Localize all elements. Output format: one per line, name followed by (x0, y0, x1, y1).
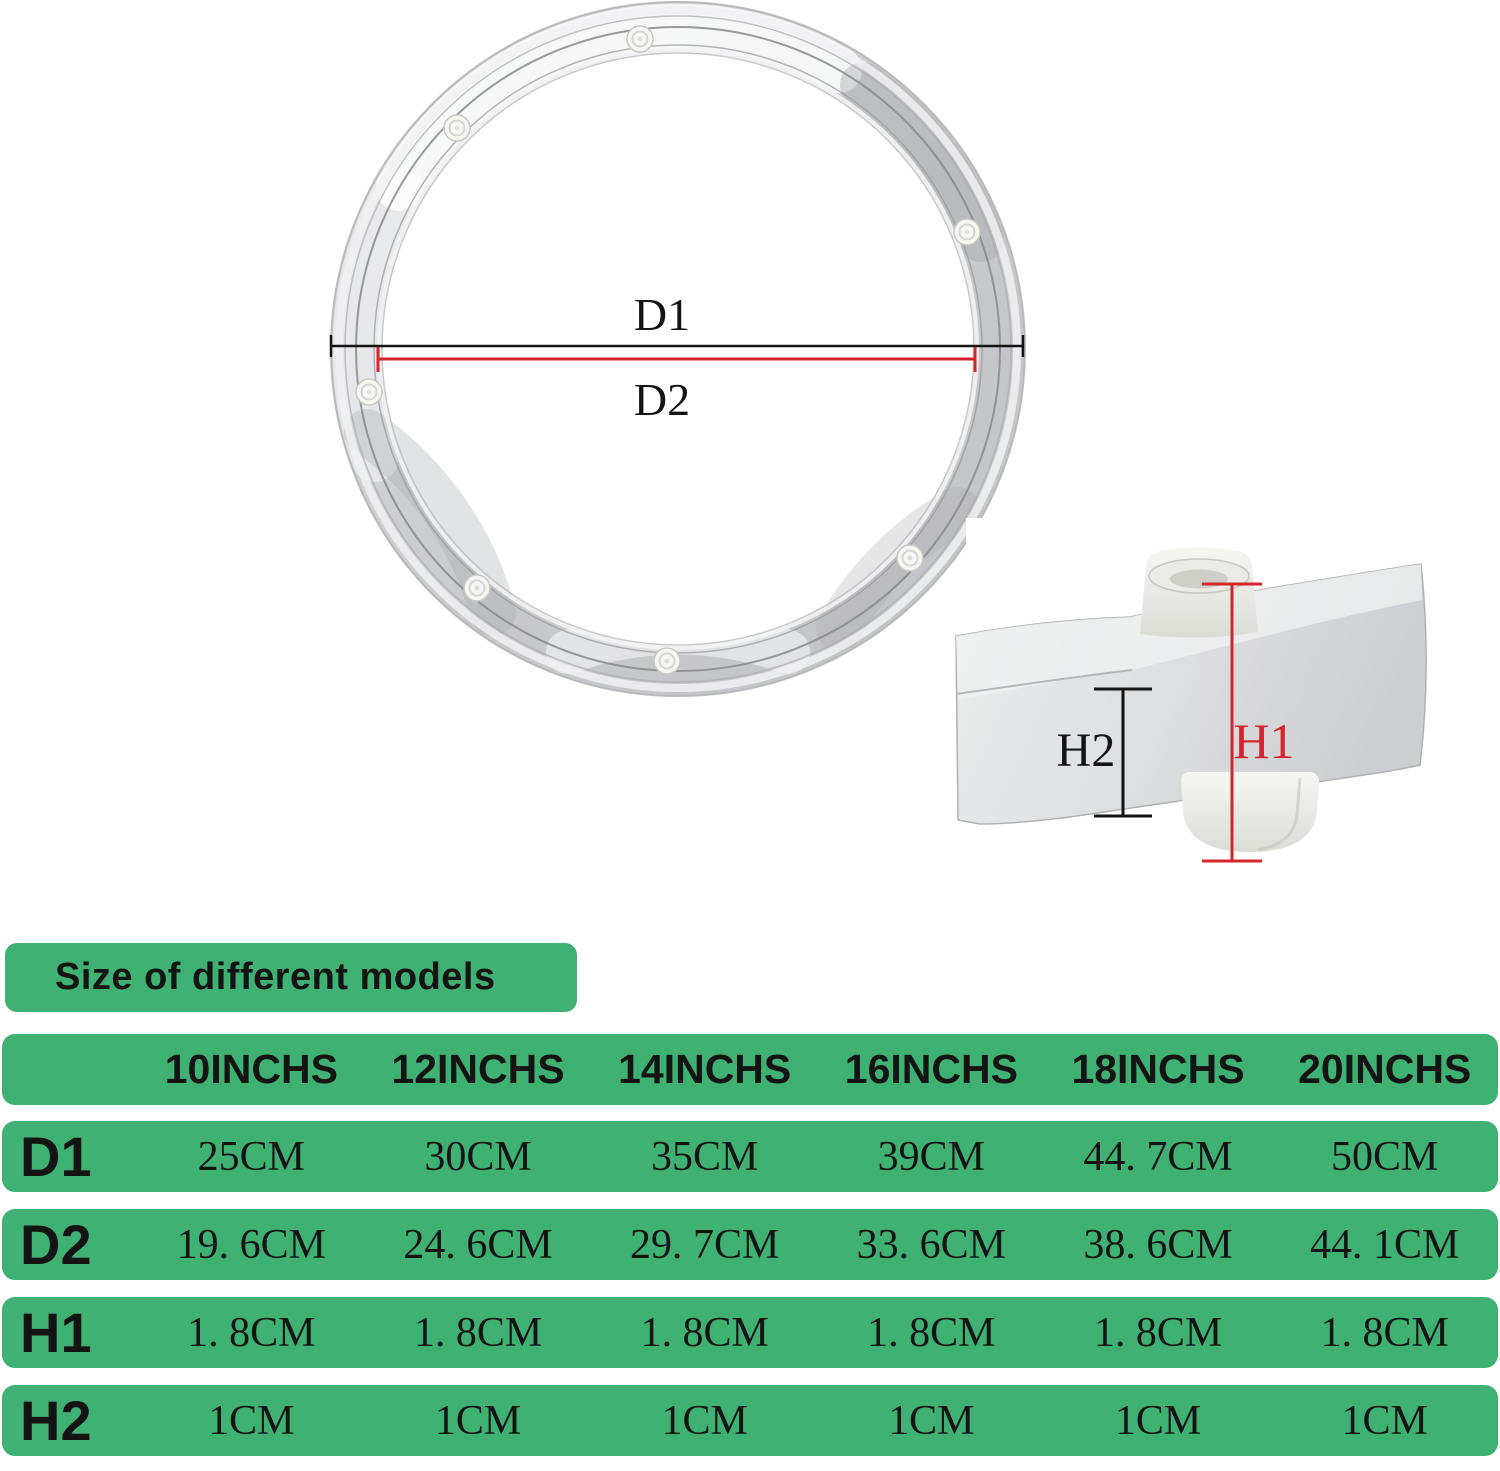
table-cell: 1. 8CM (1320, 1309, 1449, 1356)
d1-label: D1 (633, 289, 691, 340)
table-cell: 1CM (434, 1397, 522, 1444)
d1-dimension (331, 289, 1023, 357)
table-cell: 1CM (888, 1397, 975, 1444)
d2-label: D2 (633, 374, 691, 425)
table-cell: 44. 7CM (1083, 1133, 1233, 1180)
table-cell: 1. 8CM (1093, 1309, 1223, 1356)
table-cell: 39CM (877, 1133, 986, 1180)
table-cell: 19. 6CM (176, 1221, 327, 1268)
row-label-h1: H1 (20, 1301, 92, 1364)
table-cell: 1CM (1341, 1397, 1428, 1444)
table-row-d2 (2, 1209, 1498, 1280)
table-row-h1 (2, 1297, 1498, 1368)
table-title-bar (5, 943, 577, 1012)
rivet-icon (954, 219, 980, 245)
rivet-icon (654, 648, 680, 674)
table-cell: 1CM (1114, 1397, 1202, 1444)
table-cell: 24. 6CM (403, 1221, 553, 1268)
column-header-12inchs: 12INCHS (391, 1046, 565, 1092)
row-label-h2: H2 (20, 1389, 92, 1452)
table-cell: 1. 8CM (187, 1309, 316, 1356)
table-cell: 1. 8CM (640, 1309, 769, 1356)
d2-dimension (378, 347, 975, 425)
column-header-18inchs: 18INCHS (1071, 1046, 1245, 1092)
h1-label: H1 (1233, 713, 1295, 769)
row-label-d1: D1 (20, 1125, 92, 1188)
table-cell: 1CM (208, 1397, 295, 1444)
table-cell: 1. 8CM (867, 1309, 996, 1356)
table-cell: 38. 6CM (1083, 1221, 1233, 1268)
table-cell: 1CM (661, 1397, 748, 1444)
table-cell: 44. 1CM (1310, 1221, 1460, 1268)
table-header-row (2, 1034, 1498, 1105)
table-cell: 35CM (651, 1133, 759, 1180)
column-header-10inchs: 10INCHS (164, 1046, 338, 1092)
rivet-icon (897, 545, 923, 571)
h2-label: H2 (1056, 724, 1116, 777)
row-label-d2: D2 (20, 1213, 92, 1276)
table-cell: 30CM (424, 1133, 532, 1180)
column-header-14inchs: 14INCHS (618, 1046, 792, 1092)
rivet-icon (356, 379, 382, 405)
column-header-16inchs: 16INCHS (844, 1046, 1018, 1092)
table-title: Size of different models (55, 956, 496, 998)
rivet-icon (627, 26, 653, 52)
bushing-recess (1170, 570, 1228, 589)
table-cell: 50CM (1331, 1133, 1439, 1180)
rivet-icon (464, 575, 490, 601)
table-cell: 1. 8CM (413, 1309, 543, 1356)
table-cell: 33. 6CM (856, 1221, 1007, 1268)
turntable-ring-top-view (331, 2, 1025, 696)
table-cell: 29. 7CM (630, 1221, 780, 1268)
table-row-h2 (2, 1385, 1498, 1456)
table-cell: 25CM (197, 1133, 306, 1180)
table-row-d1 (2, 1121, 1498, 1192)
column-header-20inchs: 20INCHS (1298, 1046, 1472, 1092)
rivet-icon (444, 115, 470, 141)
